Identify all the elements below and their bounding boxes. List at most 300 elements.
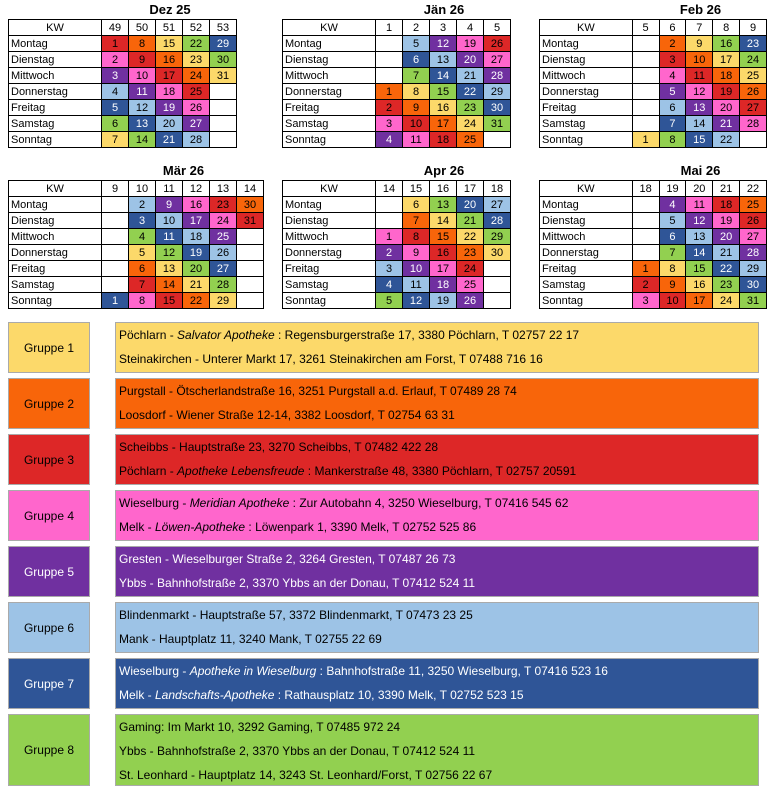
- month-calendar: [539, 163, 767, 309]
- date-cell: 19: [457, 36, 484, 52]
- week-number: 21: [713, 181, 740, 197]
- date-cell: 3: [632, 293, 659, 309]
- date-cell: 31: [237, 213, 264, 229]
- group-row: [8, 378, 759, 429]
- day-name: Sonntag: [540, 293, 633, 309]
- day-name: Montag: [9, 197, 102, 213]
- day-row: [283, 84, 511, 100]
- day-name: Freitag: [540, 100, 633, 116]
- group-pharmacies: [115, 434, 759, 485]
- date-cell: 14: [686, 245, 713, 261]
- day-row: [9, 229, 264, 245]
- group-pharmacies: [115, 714, 759, 786]
- group-pharmacies: [115, 378, 759, 429]
- week-number: 4: [457, 20, 484, 36]
- date-cell: 19: [713, 213, 740, 229]
- day-name: Donnerstag: [540, 84, 633, 100]
- day-name: Sonntag: [540, 132, 633, 148]
- day-name: Freitag: [283, 100, 376, 116]
- pharmacy-text: Melk -: [119, 520, 155, 534]
- pharmacy-entry: [119, 464, 576, 478]
- group-label: Gruppe 4: [8, 490, 90, 541]
- date-cell: 11: [129, 84, 156, 100]
- date-cell: 21: [713, 116, 740, 132]
- day-row: [540, 197, 767, 213]
- pharmacy-text: Melk -: [119, 688, 155, 702]
- date-cell: 24: [713, 293, 740, 309]
- pharmacy-entry: [119, 408, 455, 422]
- date-cell: 31: [484, 116, 511, 132]
- date-cell: 23: [457, 245, 484, 261]
- group-label: Gruppe 7: [8, 658, 90, 709]
- week-number: 1: [376, 20, 403, 36]
- pharmacy-name: Apotheke in Wieselburg: [189, 664, 317, 678]
- day-name: Dienstag: [540, 213, 633, 229]
- day-row: [540, 68, 767, 84]
- date-cell: 1: [102, 36, 129, 52]
- month-calendar: [282, 2, 511, 148]
- date-cell: 15: [156, 293, 183, 309]
- date-cell: 17: [183, 213, 210, 229]
- date-cell: 13: [129, 116, 156, 132]
- date-cell: [102, 277, 129, 293]
- group-row: [8, 322, 759, 373]
- day-name: Samstag: [9, 277, 102, 293]
- day-name: Dienstag: [540, 52, 633, 68]
- date-cell: 11: [403, 132, 430, 148]
- day-row: [540, 132, 767, 148]
- pharmacy-entry: [119, 720, 400, 734]
- date-cell: 11: [403, 277, 430, 293]
- group-pharmacies: [115, 490, 759, 541]
- date-cell: 23: [740, 36, 767, 52]
- date-cell: 8: [403, 84, 430, 100]
- date-cell: [102, 261, 129, 277]
- day-row: [9, 293, 264, 309]
- group-label: Gruppe 1: [8, 322, 90, 373]
- date-cell: 21: [156, 132, 183, 148]
- date-cell: 12: [156, 245, 183, 261]
- day-row: [9, 261, 264, 277]
- date-cell: 5: [659, 213, 686, 229]
- group-pharmacies: [115, 546, 759, 597]
- date-cell: 22: [713, 132, 740, 148]
- week-header-row: [9, 181, 264, 197]
- day-name: Mittwoch: [283, 68, 376, 84]
- date-cell: 20: [457, 52, 484, 68]
- date-cell: 25: [740, 197, 767, 213]
- date-cell: [632, 197, 659, 213]
- date-cell: 22: [457, 229, 484, 245]
- date-cell: [632, 213, 659, 229]
- week-number: 14: [376, 181, 403, 197]
- date-cell: 28: [740, 245, 767, 261]
- date-cell: 15: [430, 84, 457, 100]
- date-cell: 2: [376, 100, 403, 116]
- group-row: [8, 658, 759, 709]
- date-cell: 3: [376, 261, 403, 277]
- pharmacy-text: Gaming: Im Markt 10, 3292 Gaming, T 07485 972 24: [119, 720, 401, 734]
- date-cell: 15: [686, 261, 713, 277]
- pharmacy-text: Gresten - Wieselburger Straße 2, 3264 Gresten, T 07487 26 73: [119, 552, 456, 566]
- date-cell: 7: [102, 132, 129, 148]
- day-name: Dienstag: [283, 52, 376, 68]
- date-cell: 17: [430, 116, 457, 132]
- date-cell: 22: [457, 84, 484, 100]
- date-cell: 19: [430, 293, 457, 309]
- pharmacy-name: Salvator Apotheke: [177, 328, 275, 342]
- date-cell: 21: [457, 213, 484, 229]
- date-cell: [484, 293, 511, 309]
- date-cell: 22: [183, 293, 210, 309]
- day-name: Samstag: [283, 116, 376, 132]
- pharmacy-entry: [119, 632, 382, 646]
- date-cell: [210, 132, 237, 148]
- pharmacy-text: Scheibbs - Hauptstraße 23, 3270 Scheibbs, T 07482 422 28: [119, 440, 439, 454]
- date-cell: [376, 36, 403, 52]
- date-cell: 27: [183, 116, 210, 132]
- pharmacy-text: Pöchlarn -: [119, 464, 178, 478]
- date-cell: 7: [659, 245, 686, 261]
- month-table: [282, 180, 511, 309]
- date-cell: 17: [430, 261, 457, 277]
- pharmacy-text: Ybbs - Bahnhofstraße 2, 3370 Ybbs an der Donau, T 07412 524 11: [119, 576, 476, 590]
- day-row: [283, 293, 511, 309]
- day-row: [540, 229, 767, 245]
- day-row: [283, 229, 511, 245]
- date-cell: [210, 84, 237, 100]
- pharmacy-entry: [119, 496, 568, 510]
- day-row: [9, 84, 237, 100]
- date-cell: 17: [156, 68, 183, 84]
- date-cell: 31: [210, 68, 237, 84]
- date-cell: [210, 116, 237, 132]
- date-cell: [632, 84, 659, 100]
- day-row: [283, 197, 511, 213]
- date-cell: 4: [659, 197, 686, 213]
- week-number: 50: [129, 20, 156, 36]
- day-row: [283, 132, 511, 148]
- date-cell: 21: [457, 68, 484, 84]
- date-cell: 26: [740, 213, 767, 229]
- pharmacy-entry: [119, 576, 475, 590]
- date-cell: [102, 213, 129, 229]
- date-cell: 21: [183, 277, 210, 293]
- date-cell: 3: [376, 116, 403, 132]
- pharmacy-entry: [119, 328, 579, 342]
- day-name: Freitag: [540, 261, 633, 277]
- group-label: Gruppe 3: [8, 434, 90, 485]
- kw-header: KW: [283, 181, 376, 197]
- pharmacy-name: Löwen-Apotheke: [155, 520, 246, 534]
- day-row: [283, 245, 511, 261]
- date-cell: 2: [659, 36, 686, 52]
- date-cell: 26: [210, 245, 237, 261]
- day-row: [540, 84, 767, 100]
- date-cell: 15: [156, 36, 183, 52]
- pharmacy-text: Mank - Hauptplatz 11, 3240 Mank, T 02755 22 69: [119, 632, 382, 646]
- date-cell: 24: [210, 213, 237, 229]
- week-number: 7: [686, 20, 713, 36]
- date-cell: 7: [659, 116, 686, 132]
- date-cell: 27: [740, 229, 767, 245]
- week-number: 9: [740, 20, 767, 36]
- day-row: [283, 277, 511, 293]
- date-cell: 22: [713, 261, 740, 277]
- day-row: [540, 36, 767, 52]
- group-pharmacies: [115, 322, 759, 373]
- pharmacy-entry: [119, 768, 492, 782]
- day-row: [283, 116, 511, 132]
- date-cell: 1: [632, 132, 659, 148]
- kw-header: KW: [9, 20, 102, 36]
- date-cell: 10: [659, 293, 686, 309]
- day-name: Donnerstag: [283, 84, 376, 100]
- date-cell: [632, 36, 659, 52]
- week-number: 16: [430, 181, 457, 197]
- date-cell: [210, 100, 237, 116]
- day-row: [9, 52, 237, 68]
- date-cell: 27: [740, 100, 767, 116]
- date-cell: 23: [457, 100, 484, 116]
- date-cell: 1: [376, 84, 403, 100]
- date-cell: 18: [156, 84, 183, 100]
- date-cell: 25: [740, 68, 767, 84]
- pharmacy-entry: [119, 384, 517, 398]
- pharmacy-text: Steinakirchen - Unterer Markt 17, 3261 Steinakirchen am Forst, T 07488 716 16: [119, 352, 543, 366]
- date-cell: [632, 245, 659, 261]
- date-cell: 11: [686, 197, 713, 213]
- date-cell: 6: [659, 100, 686, 116]
- day-name: Dienstag: [9, 52, 102, 68]
- day-name: Montag: [283, 197, 376, 213]
- date-cell: 16: [183, 197, 210, 213]
- week-number: 10: [129, 181, 156, 197]
- date-cell: 24: [740, 52, 767, 68]
- pharmacy-name: Meridian Apotheke: [189, 496, 290, 510]
- group-label: Gruppe 5: [8, 546, 90, 597]
- day-row: [283, 213, 511, 229]
- week-number: 3: [430, 20, 457, 36]
- month-title: Mai 26: [680, 163, 721, 178]
- date-cell: 29: [484, 84, 511, 100]
- date-cell: 20: [156, 116, 183, 132]
- date-cell: 16: [430, 245, 457, 261]
- week-number: 17: [457, 181, 484, 197]
- date-cell: 9: [686, 36, 713, 52]
- day-row: [283, 261, 511, 277]
- day-name: Mittwoch: [540, 68, 633, 84]
- date-cell: [632, 100, 659, 116]
- date-cell: 4: [659, 68, 686, 84]
- pharmacy-entry: [119, 440, 438, 454]
- date-cell: 18: [713, 68, 740, 84]
- date-cell: 24: [457, 261, 484, 277]
- week-number: 6: [659, 20, 686, 36]
- week-number: 12: [183, 181, 210, 197]
- date-cell: [102, 197, 129, 213]
- date-cell: 10: [156, 213, 183, 229]
- day-row: [9, 132, 237, 148]
- date-cell: 30: [210, 52, 237, 68]
- date-cell: [237, 293, 264, 309]
- date-cell: 6: [129, 261, 156, 277]
- group-row: [8, 546, 759, 597]
- date-cell: 10: [403, 116, 430, 132]
- date-cell: [632, 68, 659, 84]
- date-cell: 25: [210, 229, 237, 245]
- date-cell: 29: [210, 293, 237, 309]
- month-table: [539, 180, 767, 309]
- pharmacy-text: Wieselburg -: [119, 496, 190, 510]
- month-title: Mär 26: [162, 163, 205, 178]
- date-cell: 14: [686, 116, 713, 132]
- date-cell: [102, 229, 129, 245]
- week-number: 13: [210, 181, 237, 197]
- date-cell: 5: [376, 293, 403, 309]
- day-name: Donnerstag: [283, 245, 376, 261]
- group-row: [8, 434, 759, 485]
- date-cell: 29: [484, 229, 511, 245]
- date-cell: 12: [129, 100, 156, 116]
- date-cell: 6: [659, 229, 686, 245]
- date-cell: 7: [403, 213, 430, 229]
- date-cell: 12: [430, 36, 457, 52]
- week-number: 18: [632, 181, 659, 197]
- date-cell: 13: [686, 229, 713, 245]
- date-cell: 18: [430, 132, 457, 148]
- date-cell: 6: [102, 116, 129, 132]
- day-row: [283, 68, 511, 84]
- date-cell: 21: [713, 245, 740, 261]
- pharmacy-text: Purgstall - Ötscherlandstraße 16, 3251 Purgstall a.d. Erlauf, T 07489 28 74: [119, 384, 517, 398]
- date-cell: 13: [430, 197, 457, 213]
- date-cell: 4: [129, 229, 156, 245]
- day-row: [540, 261, 767, 277]
- pharmacy-entry: [119, 608, 473, 622]
- date-cell: 28: [484, 68, 511, 84]
- day-name: Montag: [540, 197, 633, 213]
- week-number: 5: [484, 20, 511, 36]
- day-name: Samstag: [540, 277, 633, 293]
- date-cell: [632, 229, 659, 245]
- date-cell: 8: [659, 132, 686, 148]
- pharmacy-text: Pöchlarn -: [119, 328, 178, 342]
- week-number: 52: [183, 20, 210, 36]
- month-title: Apr 26: [423, 163, 465, 178]
- date-cell: [376, 197, 403, 213]
- date-cell: 6: [403, 52, 430, 68]
- pharmacy-entry: [119, 520, 476, 534]
- day-name: Montag: [9, 36, 102, 52]
- day-name: Sonntag: [283, 293, 376, 309]
- day-name: Samstag: [540, 116, 633, 132]
- date-cell: 11: [156, 229, 183, 245]
- day-row: [9, 36, 237, 52]
- date-cell: 3: [659, 52, 686, 68]
- date-cell: 26: [183, 100, 210, 116]
- date-cell: 9: [659, 277, 686, 293]
- date-cell: [376, 52, 403, 68]
- pharmacy-text: Loosdorf - Wiener Straße 12-14, 3382 Loosdorf, T 02754 63 31: [119, 408, 455, 422]
- week-number: 49: [102, 20, 129, 36]
- date-cell: 26: [457, 293, 484, 309]
- date-cell: 30: [484, 100, 511, 116]
- date-cell: 29: [740, 261, 767, 277]
- group-label: Gruppe 8: [8, 714, 90, 786]
- month-table: [8, 180, 264, 309]
- date-cell: [484, 277, 511, 293]
- group-label: Gruppe 6: [8, 602, 90, 653]
- date-cell: 10: [403, 261, 430, 277]
- date-cell: 7: [129, 277, 156, 293]
- day-row: [283, 100, 511, 116]
- date-cell: 5: [403, 36, 430, 52]
- date-cell: 16: [430, 100, 457, 116]
- date-cell: 26: [740, 84, 767, 100]
- date-cell: [376, 213, 403, 229]
- day-row: [540, 52, 767, 68]
- day-name: Mittwoch: [9, 68, 102, 84]
- day-name: Freitag: [9, 261, 102, 277]
- date-cell: 17: [686, 293, 713, 309]
- week-header-row: [9, 20, 237, 36]
- date-cell: 24: [457, 116, 484, 132]
- pharmacy-text: : Bahnhofstraße 11, 3250 Wieselburg, T 07416 523 16: [316, 664, 608, 678]
- pharmacy-text: : Mankerstraße 48, 3380 Pöchlarn, T 02757 20591: [304, 464, 577, 478]
- date-cell: 7: [403, 68, 430, 84]
- day-row: [9, 213, 264, 229]
- date-cell: 14: [156, 277, 183, 293]
- day-row: [540, 100, 767, 116]
- date-cell: 13: [430, 52, 457, 68]
- date-cell: [740, 132, 767, 148]
- date-cell: 1: [102, 293, 129, 309]
- week-number: 11: [156, 181, 183, 197]
- date-cell: 30: [237, 197, 264, 213]
- day-row: [540, 116, 767, 132]
- day-name: Mittwoch: [9, 229, 102, 245]
- week-number: 19: [659, 181, 686, 197]
- date-cell: 15: [686, 132, 713, 148]
- date-cell: 22: [183, 36, 210, 52]
- day-row: [9, 197, 264, 213]
- date-cell: 9: [129, 52, 156, 68]
- week-number: 9: [102, 181, 129, 197]
- date-cell: 8: [659, 261, 686, 277]
- date-cell: 8: [403, 229, 430, 245]
- date-cell: 14: [430, 213, 457, 229]
- date-cell: 25: [183, 84, 210, 100]
- group-row: [8, 490, 759, 541]
- pharmacy-entry: [119, 744, 475, 758]
- month-calendar: [8, 163, 264, 309]
- kw-header: KW: [540, 20, 633, 36]
- date-cell: [376, 68, 403, 84]
- month-calendar: [8, 2, 237, 148]
- day-row: [9, 245, 264, 261]
- date-cell: [484, 261, 511, 277]
- group-pharmacies: [115, 602, 759, 653]
- day-name: Montag: [283, 36, 376, 52]
- day-row: [283, 52, 511, 68]
- date-cell: 31: [740, 293, 767, 309]
- day-name: Sonntag: [283, 132, 376, 148]
- date-cell: 18: [713, 197, 740, 213]
- date-cell: 4: [376, 132, 403, 148]
- month-calendar: [539, 2, 767, 148]
- date-cell: 27: [484, 197, 511, 213]
